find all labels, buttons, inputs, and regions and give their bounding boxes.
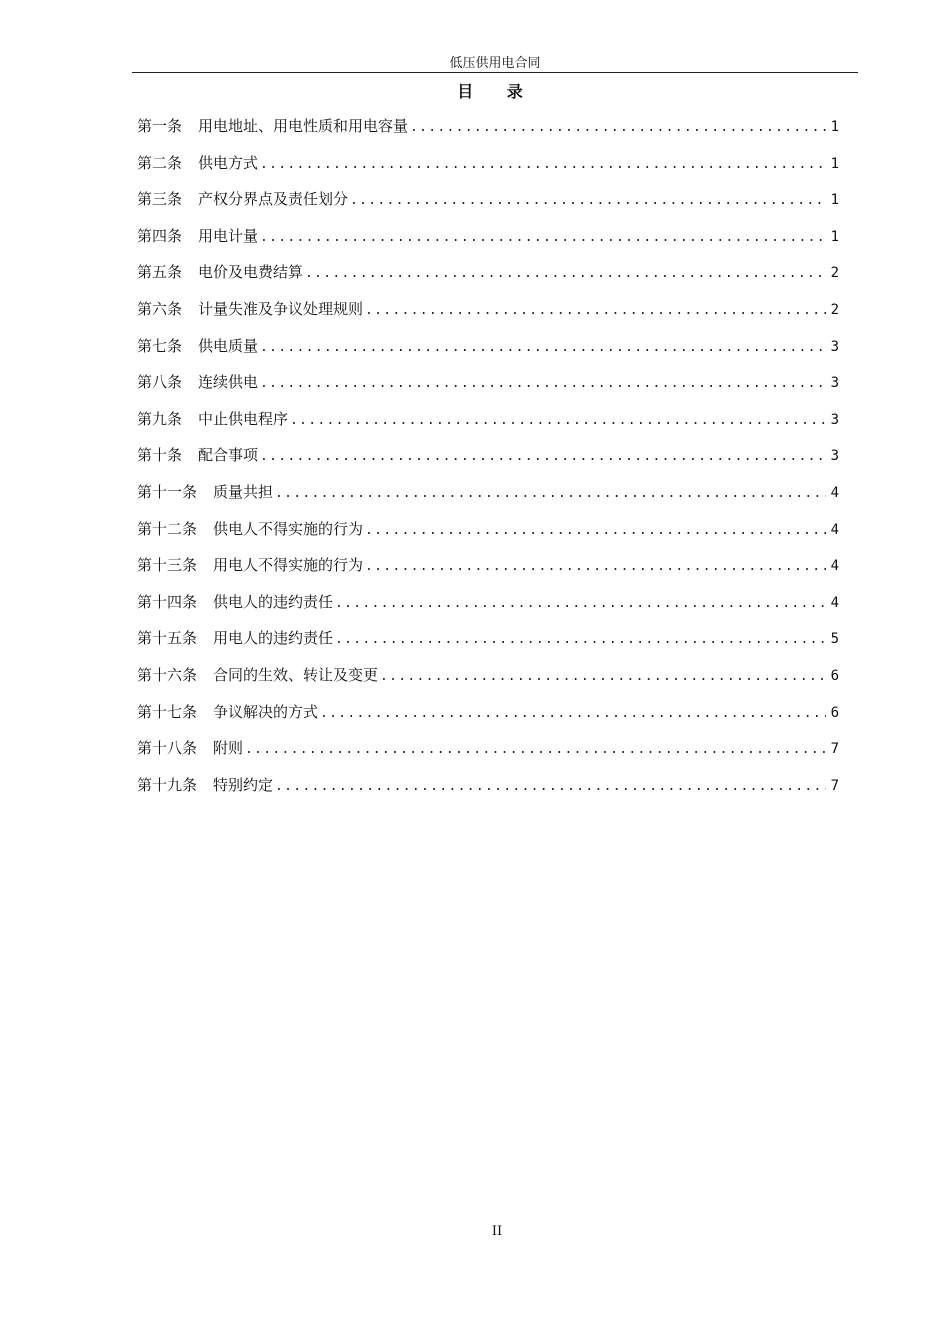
dot-leader	[290, 411, 826, 431]
toc-entry-number: 第十八条	[137, 739, 198, 758]
toc-entry[interactable]	[137, 665, 839, 702]
toc-entry-number: 第三条	[137, 190, 183, 209]
toc-entry-page: 5	[830, 631, 839, 648]
toc-entry-page: 4	[830, 521, 839, 538]
toc-entry[interactable]	[137, 445, 839, 482]
dot-leader	[320, 704, 826, 724]
toc-entry-title: 用电地址、用电性质和用电容量	[198, 117, 409, 135]
toc-entry-page: 1	[830, 228, 839, 245]
toc-entry-number: 第十九条	[137, 775, 198, 794]
toc-entry-title: 连续供电	[198, 373, 259, 392]
toc-entry[interactable]	[137, 702, 839, 739]
toc-entry-number: 第六条	[137, 299, 183, 318]
toc-entry-number: 第十六条	[137, 665, 198, 684]
toc-entry-title: 质量共担	[213, 482, 274, 501]
toc-entry[interactable]	[137, 189, 839, 226]
toc-entry-title: 中止供电程序	[198, 409, 289, 428]
toc-entry[interactable]	[137, 262, 839, 299]
dot-leader	[275, 484, 826, 504]
dot-leader	[380, 667, 826, 687]
toc-entry-number: 第十条	[137, 446, 183, 465]
toc-entry[interactable]	[137, 519, 839, 556]
toc-entry[interactable]	[137, 592, 839, 629]
toc-entry-title: 供电方式	[198, 153, 259, 172]
dot-leader	[260, 338, 826, 358]
dot-leader	[245, 740, 826, 760]
toc-entry-page: 6	[830, 667, 839, 684]
toc-entry-title: 争议解决的方式	[213, 702, 319, 721]
table-of-contents	[137, 116, 839, 811]
toc-entry-title: 用电人的违约责任	[213, 629, 334, 648]
toc-entry-page: 3	[830, 375, 839, 392]
toc-entry-title: 用电人不得实施的行为	[213, 556, 364, 575]
toc-entry-number: 第一条	[137, 117, 183, 135]
toc-entry-page: 7	[830, 741, 839, 758]
toc-entry[interactable]	[137, 226, 839, 263]
toc-entry-page: 7	[830, 777, 839, 794]
dot-leader	[275, 777, 826, 797]
toc-entry-title: 计量失准及争议处理规则	[198, 299, 364, 318]
dot-leader	[260, 374, 826, 394]
toc-entry[interactable]	[137, 336, 839, 373]
toc-entry[interactable]	[137, 409, 839, 446]
dot-leader	[260, 228, 826, 248]
toc-entry-title: 供电人不得实施的行为	[213, 519, 364, 538]
toc-entry-number: 第十七条	[137, 702, 198, 721]
dot-leader	[260, 155, 826, 175]
toc-entry-page: 2	[830, 265, 839, 282]
toc-entry-number: 第九条	[137, 409, 183, 428]
toc-entry-page: 4	[830, 594, 839, 611]
toc-entry-page: 1	[830, 192, 839, 209]
toc-entry-number: 第五条	[137, 263, 183, 282]
dot-leader	[365, 521, 826, 541]
toc-entry-number: 第十一条	[137, 482, 198, 501]
toc-entry-number: 第二条	[137, 153, 183, 172]
toc-entry[interactable]	[137, 738, 839, 775]
toc-entry[interactable]	[137, 116, 839, 153]
toc-entry[interactable]	[137, 555, 839, 592]
toc-entry[interactable]	[137, 153, 839, 190]
toc-entry[interactable]	[137, 775, 839, 812]
dot-leader	[365, 557, 826, 577]
toc-entry-number: 第十二条	[137, 519, 198, 538]
toc-entry[interactable]	[137, 628, 839, 665]
toc-entry[interactable]	[137, 372, 839, 409]
toc-entry-title: 电价及电费结算	[198, 263, 304, 282]
toc-entry-number: 第七条	[137, 336, 183, 355]
toc-entry-page: 4	[830, 484, 839, 501]
toc-title: 目 录	[457, 82, 537, 101]
toc-entry-title: 附则	[213, 739, 244, 758]
dot-leader	[335, 594, 826, 614]
toc-entry-title: 产权分界点及责任划分	[198, 190, 349, 209]
toc-entry-title: 供电人的违约责任	[213, 592, 334, 611]
toc-entry-number: 第四条	[137, 226, 183, 245]
dot-leader	[305, 264, 826, 284]
toc-entry[interactable]	[137, 482, 839, 519]
page-number: II	[491, 1224, 503, 1239]
toc-entry-number: 第十四条	[137, 592, 198, 611]
toc-entry-title: 合同的生效、转让及变更	[213, 665, 379, 684]
toc-entry-page: 4	[830, 558, 839, 575]
toc-entry-page: 1	[830, 155, 839, 172]
toc-entry[interactable]	[137, 299, 839, 336]
toc-entry-page: 3	[830, 338, 839, 355]
toc-entry-page: 3	[830, 448, 839, 465]
toc-entry-page: 3	[830, 411, 839, 428]
toc-entry-title: 配合事项	[198, 446, 259, 465]
dot-leader	[350, 191, 826, 211]
dot-leader	[335, 630, 826, 650]
toc-entry-number: 第八条	[137, 373, 183, 392]
toc-entry-title: 特别约定	[213, 775, 274, 794]
dot-leader	[410, 118, 826, 138]
dot-leader	[260, 447, 826, 467]
toc-entry-number: 第十五条	[137, 629, 198, 648]
toc-entry-page: 2	[830, 301, 839, 318]
toc-entry-title: 供电质量	[198, 336, 259, 355]
toc-entry-title: 用电计量	[198, 226, 259, 245]
running-header: 低压供用电合同	[132, 56, 858, 73]
toc-entry-number: 第十三条	[137, 556, 198, 575]
toc-entry-page: 1	[830, 119, 839, 135]
toc-entry-page: 6	[830, 704, 839, 721]
dot-leader	[365, 301, 826, 321]
